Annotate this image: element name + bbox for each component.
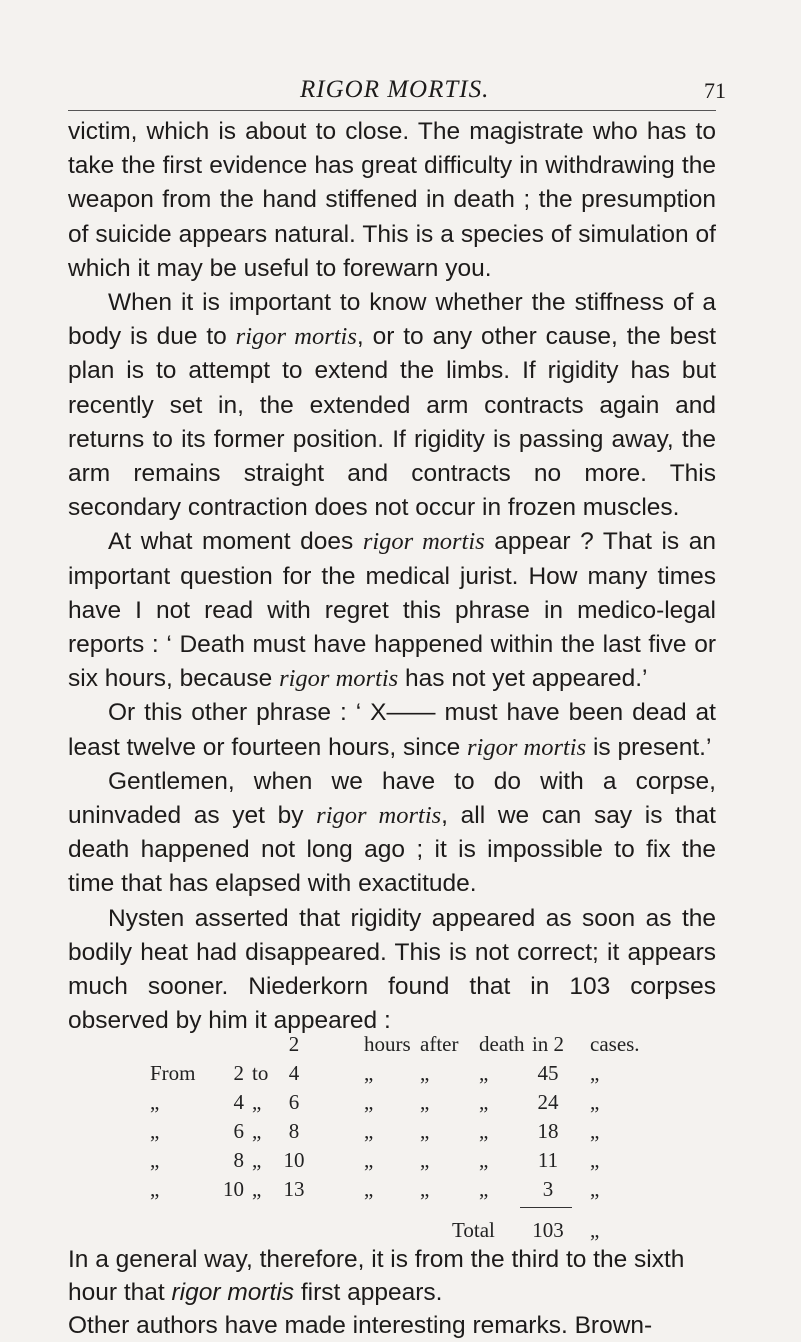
paragraph xyxy=(68,1309,716,1342)
text-run: appear ? That is an important question for the medical jurist. How many times have I not read with regret this phrase in medico-legal reports : ‘ Death must have happened within the last five or six hours, because xyxy=(68,528,716,693)
text-run: At what moment does xyxy=(108,528,363,556)
table-cell-from: „ xyxy=(150,1177,160,1201)
sum-rule xyxy=(520,1207,572,1208)
table-cell-from: „ xyxy=(150,1148,160,1172)
table-cell-n: 24 xyxy=(537,1090,559,1114)
table-cell-b: 4 xyxy=(288,1061,300,1085)
total-row xyxy=(0,1218,801,1246)
text-run: first appears. xyxy=(294,1279,443,1306)
text-run: has not yet appeared.’ xyxy=(398,665,648,693)
table-cell-d3: „ xyxy=(479,1177,489,1201)
text-run: , all we can say is that death happened not long ago ; it is impossible to fix the time that has elapsed with exactitude. xyxy=(68,802,716,898)
table-cell-b: 6 xyxy=(288,1090,300,1114)
italic-term: rigor mortis xyxy=(235,323,357,351)
closing-text xyxy=(68,1243,716,1342)
table-cell-n: 3 xyxy=(542,1177,554,1201)
paragraph xyxy=(68,902,716,1039)
body-text xyxy=(68,115,716,1038)
table-cell-a: 4 xyxy=(233,1090,244,1114)
table-cell-d3: death xyxy=(479,1032,525,1056)
table-cell-from: „ xyxy=(150,1119,160,1143)
running-title: RIGOR MORTIS. xyxy=(300,76,490,103)
table-row xyxy=(0,1119,801,1147)
table-cell-to: „ xyxy=(252,1119,262,1143)
table-cell-to: „ xyxy=(252,1090,262,1114)
text-run: Nysten asserted that rigidity appeared as soon as the bodily heat had disappeared. This is not correct; it appears much sooner. Niederkorn found that in 103 corpses observed by him it appeared : xyxy=(68,904,716,1035)
table-cell-n: 11 xyxy=(537,1148,559,1172)
text-run: victim, which is about to close. The magistrate who has to take the first evidence has great difficulty in withdrawing the weapon from the hand stiffened in death ; the presumption of suicide appears natural. This is a species of simulation of which it may be useful to forewarn you. xyxy=(68,118,716,282)
table-cell-b: 8 xyxy=(288,1119,300,1143)
italic-term: rigor mortis xyxy=(279,665,399,693)
table-cell-d3: „ xyxy=(479,1119,489,1143)
table-cell-d4: „ xyxy=(590,1119,600,1143)
total-label: Total xyxy=(452,1218,495,1242)
table-row xyxy=(0,1177,801,1205)
table-cell-d2: after xyxy=(420,1032,459,1056)
table-cell-d1: „ xyxy=(364,1090,374,1114)
table-cell-d4: cases. xyxy=(590,1032,640,1056)
italic-term: rigor mortis xyxy=(467,733,587,761)
table-cell-n: 18 xyxy=(537,1119,559,1143)
table-cell-a: 8 xyxy=(233,1148,244,1172)
table-cell-b: 10 xyxy=(283,1148,305,1172)
running-head xyxy=(0,76,801,110)
text-run: Gentlemen, when we have to do with a corpse, uninvaded as yet by xyxy=(68,767,716,830)
page-number: 71 xyxy=(704,78,726,103)
total-unit: „ xyxy=(590,1218,600,1242)
table-cell-a: 2 xyxy=(233,1061,244,1085)
table-cell-d2: „ xyxy=(420,1119,430,1143)
paragraph xyxy=(68,286,716,525)
table-cell-a: 6 xyxy=(233,1119,244,1143)
table-cell-d2: „ xyxy=(420,1177,430,1201)
header-rule xyxy=(68,110,716,111)
text-run: , or to any other cause, the best plan is to attempt to extend the limbs. If rigidity has but recently set in, the extended arm contracts again and returns to its former position. If rigidity is passing away, the arm remains straight and contracts no more. This secondary contraction does not occur in frozen muscles. xyxy=(68,323,716,522)
text-run: Other authors have made interesting remarks. Brown- xyxy=(68,1312,653,1339)
table-cell-d1: „ xyxy=(364,1061,374,1085)
italic-term: rigor mortis xyxy=(171,1279,295,1306)
table-cell-b: 2 xyxy=(288,1032,300,1056)
table-cell-d3: „ xyxy=(479,1148,489,1172)
table-row xyxy=(0,1061,801,1089)
table-row xyxy=(0,1032,801,1060)
table-cell-from: „ xyxy=(150,1090,160,1114)
italic-term: rigor mortis xyxy=(316,802,442,830)
table-cell-d4: „ xyxy=(590,1090,600,1114)
table-cell-d4: „ xyxy=(590,1148,600,1172)
table-row xyxy=(0,1090,801,1118)
table-cell-d2: „ xyxy=(420,1090,430,1114)
text-run: In a general way, therefore, it is from the third to the sixth hour that xyxy=(68,1246,685,1306)
table-cell-d2: „ xyxy=(420,1148,430,1172)
table-cell-d4: „ xyxy=(590,1177,600,1201)
paragraph xyxy=(68,115,716,286)
table-cell-a: 10 xyxy=(223,1177,244,1201)
paragraph xyxy=(68,696,716,764)
text-run: Or this other phrase : ‘ X—— must have been dead at least twelve or fourteen hours, since xyxy=(68,699,716,761)
table-cell-from: From xyxy=(150,1061,196,1085)
table-cell-n: 45 xyxy=(537,1061,559,1085)
table-cell-to: „ xyxy=(252,1148,262,1172)
table-cell-to: „ xyxy=(252,1177,262,1201)
paragraph xyxy=(68,525,716,696)
table-cell-d3: „ xyxy=(479,1061,489,1085)
table-cell-d1: „ xyxy=(364,1177,374,1201)
table-cell-d4: „ xyxy=(590,1061,600,1085)
table-cell-b: 13 xyxy=(283,1177,305,1201)
table-cell-to: to xyxy=(252,1061,269,1085)
total-value: 103 xyxy=(532,1218,564,1242)
paragraph xyxy=(68,765,716,902)
table-cell-d1: „ xyxy=(364,1119,374,1143)
table-cell-d2: „ xyxy=(420,1061,430,1085)
text-run: is present.’ xyxy=(586,733,712,761)
table-cell-d1: „ xyxy=(364,1148,374,1172)
table-cell-d1: hours xyxy=(364,1032,411,1056)
text-run: When it is important to know whether the stiffness of a body is due to xyxy=(68,289,716,351)
table-cell-d3: „ xyxy=(479,1090,489,1114)
paragraph xyxy=(68,1243,716,1309)
table-row xyxy=(0,1148,801,1176)
table-cell-n: in 2 xyxy=(531,1032,565,1056)
italic-term: rigor mortis xyxy=(362,528,485,556)
